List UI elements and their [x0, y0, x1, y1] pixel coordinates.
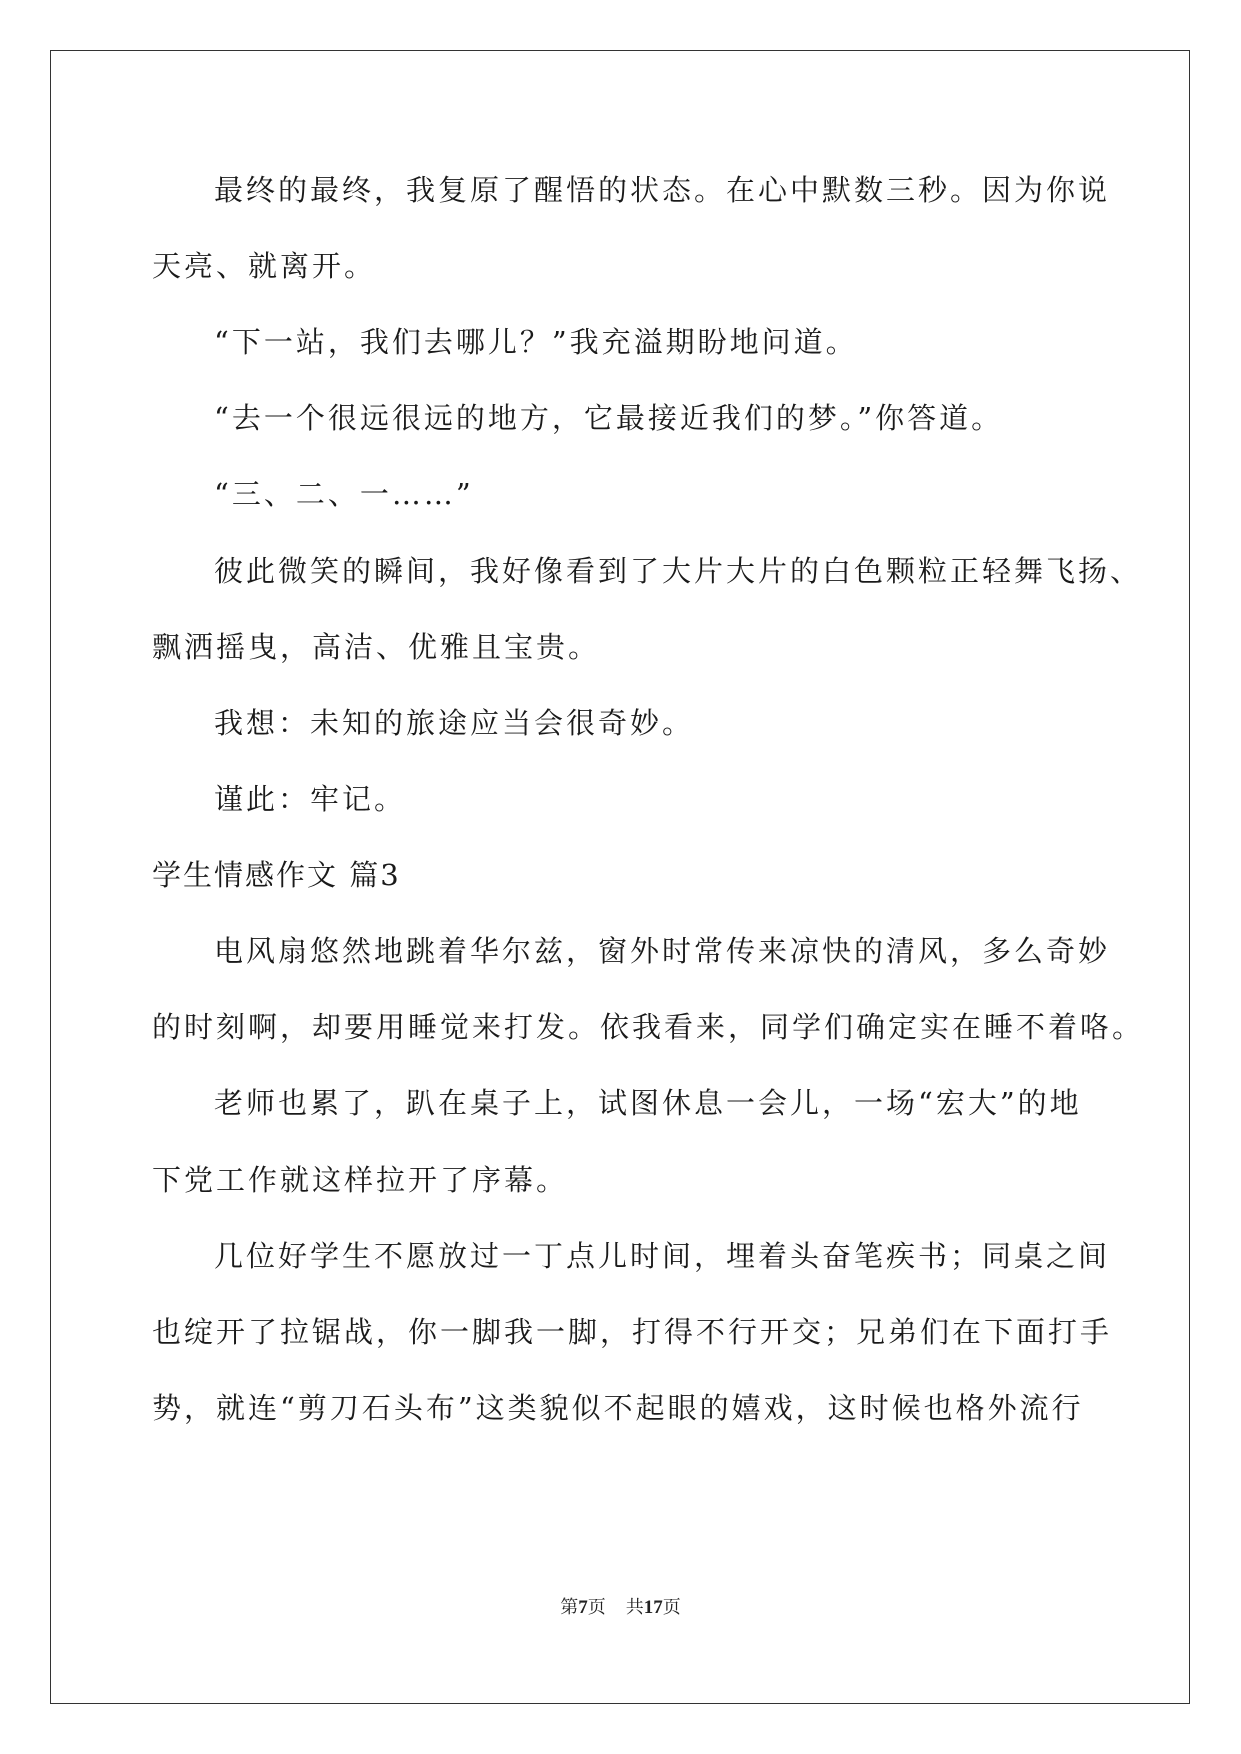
paragraph-line: 天亮、就离开。 — [152, 249, 377, 283]
paragraph-line: 谨此：牢记。 — [214, 782, 407, 816]
section-heading: 学生情感作文 篇3 — [152, 858, 401, 892]
page-prefix: 第 — [560, 1597, 579, 1618]
paragraph-line: 的时刻啊，却要用睡觉来打发。依我看来，同学们确定实在睡不着咯。 — [152, 1010, 1145, 1044]
paragraph-line: 几位好学生不愿放过一丁点儿时间，埋着头奋笔疾书；同桌之间 — [214, 1239, 1111, 1273]
paragraph-line: “去一个很远很远的地方，它最接近我们的梦。”你答道。 — [214, 401, 1004, 435]
paragraph-line: 电风扇悠然地跳着华尔兹，窗外时常传来凉快的清风，多么奇妙 — [214, 934, 1111, 968]
total-prefix: 共 — [625, 1597, 644, 1618]
paragraph-line: 势，就连“剪刀石头布”这类貌似不起眼的嬉戏，这时候也格外流行 — [152, 1391, 1084, 1425]
paragraph-line: 我想：未知的旅途应当会很奇妙。 — [214, 706, 695, 740]
paragraph-line: “三、二、一……” — [214, 477, 474, 511]
paragraph-line: 老师也累了，趴在桌子上，试图休息一会儿，一场“宏大”的地 — [214, 1086, 1082, 1120]
page-suffix: 页 — [587, 1597, 606, 1618]
total-suffix: 页 — [662, 1597, 681, 1618]
page-number: 7 — [578, 1597, 588, 1618]
paragraph-line: 彼此微笑的瞬间，我好像看到了大片大片的白色颗粒正轻舞飞扬、 — [214, 554, 1143, 588]
paragraph-line: “下一站，我们去哪儿？”我充溢期盼地问道。 — [214, 325, 858, 359]
page-footer — [0, 1596, 1241, 1620]
paragraph-line: 下党工作就这样拉开了序幕。 — [152, 1163, 569, 1197]
paragraph-line: 也绽开了拉锯战，你一脚我一脚，打得不行开交；兄弟们在下面打手 — [152, 1315, 1113, 1349]
paragraph-line: 最终的最终，我复原了醒悟的状态。在心中默数三秒。因为你说 — [214, 173, 1111, 207]
total-pages: 17 — [643, 1597, 663, 1618]
paragraph-line: 飘洒摇曳，高洁、优雅且宝贵。 — [152, 630, 601, 664]
